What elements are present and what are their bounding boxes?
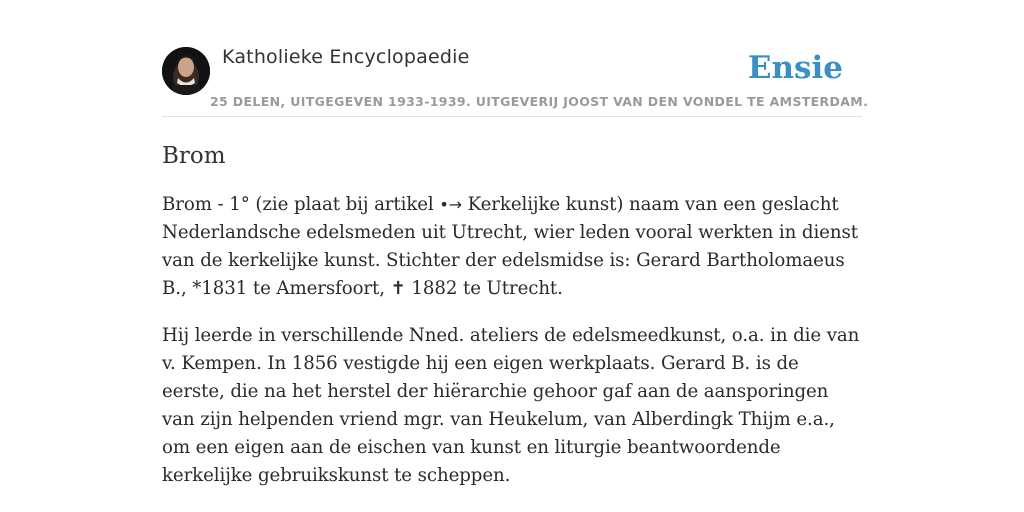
publication-subtitle: 25 DELEN, UITGEGEVEN 1933-1939. UITGEVERIJ JOOST VAN DEN VONDEL TE AMSTERDAM. [210,94,869,109]
page [162,0,869,490]
cross-reference-arrow-icon[interactable]: •→ [439,195,462,214]
site-header [162,0,869,117]
article-paragraph-1 [162,191,862,303]
article-title: Brom [162,143,226,169]
ensie-logo-link[interactable]: Ensie [747,50,843,86]
paragraph-text: ) naam van een geslacht Nederlandsche edelsmeden uit Utrecht, wier leden vooral werkten in dienst van de kerkelijke kunst. Stichter der edelsmidse is: Gerard Bartholomaeus B., *1831 te Amersfoort, ✝ 1882 te Utrecht. [162,194,858,299]
portrait-avatar-icon[interactable] [162,47,210,95]
site-title[interactable]: Katholieke Encyclopaedie [222,46,470,68]
article-paragraph-2: Hij leerde in verschillende Nned. ateliers de edelsmeedkunst, o.a. in die van v. Kempen. In 1856 vestigde hij een eigen werkplaats. Gerard B. is de eerste, die na het herstel der hiërarchie gehoor gaf aan de aansporingen van zijn helpenden vriend mgr. van Heukelum, van Alberdingk Thijm e.a., om een eigen aan de eischen van kunst en liturgie beantwoordende kerkelijke gebruikskunst te scheppen. [162,325,860,486]
cross-reference-link[interactable]: Kerkelijke kunst [461,194,617,215]
paragraph-text: Brom - 1° (zie plaat bij artikel [162,194,440,215]
